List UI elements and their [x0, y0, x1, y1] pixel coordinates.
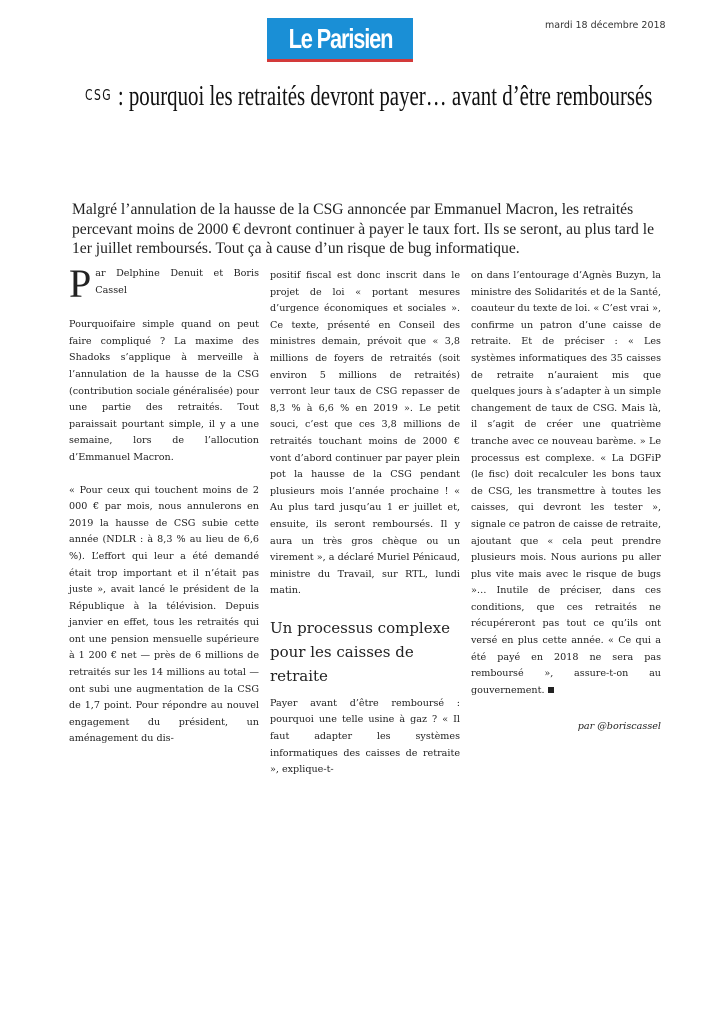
column-1 — [69, 261, 259, 764]
byline-authors: ar Delphine Denuit et Boris Cassel — [95, 268, 259, 296]
title-text: : pourquoi les retraités devront payer… avant d’être remboursés — [117, 80, 653, 112]
publication-date: mardi 18 décembre 2018 — [545, 20, 666, 31]
twitter-signature: par @boriscassel — [577, 721, 661, 733]
article-title — [85, 80, 652, 113]
title-kicker: CSG — [85, 86, 113, 104]
column-3 — [471, 268, 661, 736]
le-parisien-logo — [267, 18, 413, 62]
drop-cap: P — [69, 261, 92, 306]
column-2 — [270, 268, 460, 795]
paragraph: « Pour ceux qui touchent moins de 2 000 € par mois, nous annulerons en 2019 la hausse de CSG subie cette année (NDLR : à 8,3 % au lieu de 6,6 %). L’effort qui leur a été demandé était trop important et il n’était pas juste », avait lancé le président de la République à la télévision. Depuis janvier en effet, tous les retraités qui ont une pension mensuelle supérieure à 1 200 € net — près de 6 millions de retraités sur les 14 millions au total — ont subi une augmentation de la CSG de 1,7 point. Pour répondre au nouvel engagement du président, un aménagement du dis- — [69, 484, 259, 745]
paragraph-text: on dans l’entourage d’Agnès Buzyn, la ministre des Solidarités et de la Santé, coauteur du texte de loi. « C’est vrai », confirme un patron d’une caisse de retraite. Et de préciser : « Les systèmes informatiques des 35 caisses de retraite n’auraient mis que quelques jours à s’adapter à un simple changement de taux de CSG. Mais là, il s’agit de créer une quatrième tranche avec ce nouveau barème. » Le processus est complexe. « La DGFiP (le fisc) doit recalculer les bons taux de CSG, les transmettre à toutes les caisses, qui devront les tester », signale ce patron de caisse de retraite, ajoutant que « cela peut prendre plusieurs mois. Nous aurions pu aller plus vite mais avec le risque de bugs »… Inutile de préciser, dans ces conditions, que ces retraités ne récupéreront pas tout ce qu’ils ont versé en plus cette année. « Ce qui a été payé en 2018 ne sera pas remboursé », assure-t-on au gouvernement. — [471, 270, 661, 696]
logo-text: Le Parisien — [288, 22, 392, 54]
paragraph: positif fiscal est donc inscrit dans le projet de loi « portant mesures d’urgence économiques et sociales ». Ce texte, présenté en Conseil des ministres demain, prévoit que « 3,8 millions de foyers de retraités (soit environ 5 millions de retraités) verront leur taux de CSG repasser de 8,3 % à 6,6 % en 2019 ». Le petit souci, c’est que ces 3,8 millions de retraités touchant moins de 2000 € vont d’abord continuer par payer plein pot la hausse de la CSG pendant plusieurs mois l’année prochaine ! « Au plus tard jusqu’au 1 er juillet et, ensuite, ils seront remboursés. Il y aura un très gros chèque ou un virement », a déclaré Muriel Pénicaud, ministre du Travail, sur RTL, lundi matin. — [270, 270, 460, 597]
paragraph: Payer avant d’être remboursé : pourquoi une telle usine à gaz ? « Il faut adapter les systèmes informatiques des caisses de retraite », explique-t- — [270, 697, 460, 776]
subheading: Un processus complexe pour les caisses de retraite — [270, 618, 450, 685]
end-of-article-mark — [548, 687, 554, 693]
article-lead: Malgré l’annulation de la hausse de la CSG annoncée par Emmanuel Macron, les retraités percevant moins de 2000 € devront continuer à payer le taux fort. Ils se seront, au plus tard le 1er juillet remboursés. Tout ça à cause d’un risque de bug informatique. — [72, 201, 654, 257]
paragraph — [471, 268, 661, 699]
byline — [69, 261, 259, 306]
paragraph: Pourquoifaire simple quand on peut faire compliqué ? La maxime des Shadoks s’applique à merveille à l’annulation de la hausse de la CSG (contribution sociale généralisée) pour une partie des retraités. Tout paraissait pourtant simple, il y a une semaine, lors de l’allocution d’Emmanuel Macron. — [69, 319, 259, 463]
